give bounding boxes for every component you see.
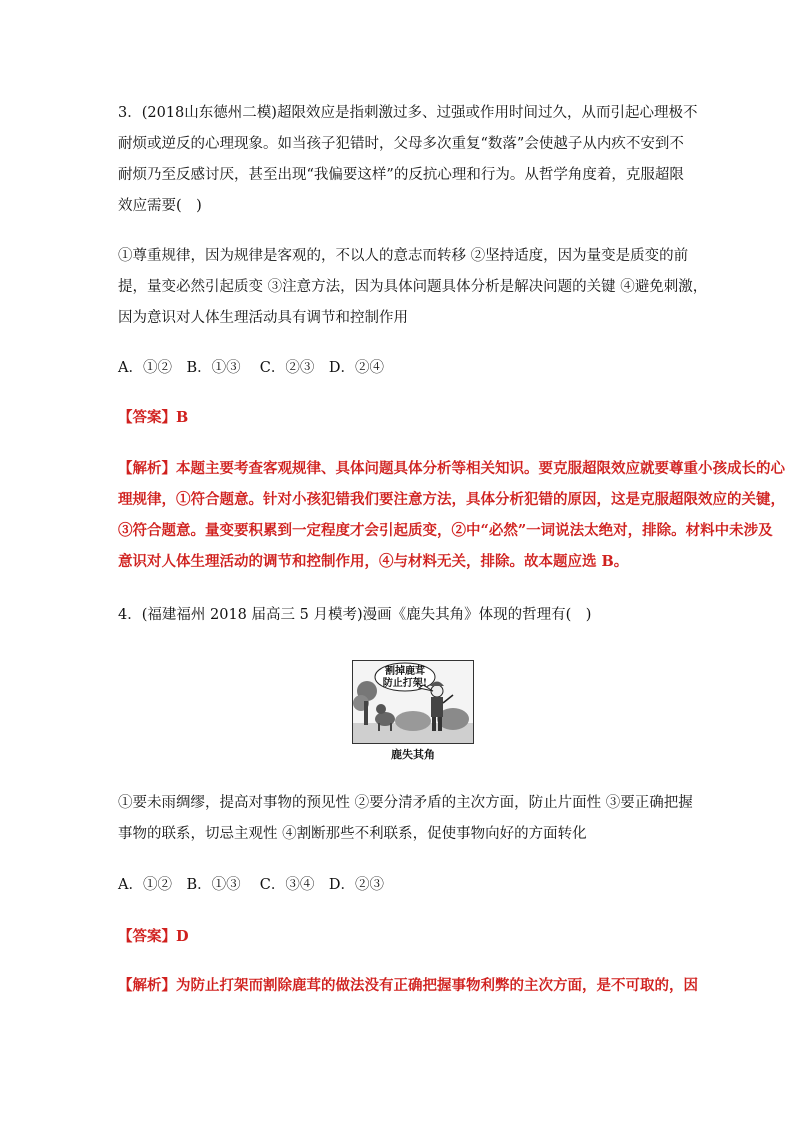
q3-stem-line: 耐烦乃至反感讨厌，甚至出现“我偏要这样”的反抗心理和行为。从哲学角度着，克服超限 xyxy=(118,167,684,183)
answer-label: 【答案】 xyxy=(118,409,176,426)
bubble-text-line2: 防止打架! xyxy=(382,678,428,689)
q4-choices-line: A．①② B．①③ C．③④ D．②③ xyxy=(118,877,384,893)
q4-analysis xyxy=(118,970,718,1001)
q3-stem-line: 效应需要( ) xyxy=(118,198,202,214)
q4-option-line: 事物的联系，切忌主观性 ④割断那些不利联系，促使事物向好的方面转化 xyxy=(118,826,587,842)
q3-answer xyxy=(118,402,678,434)
q3-options xyxy=(118,241,708,334)
analysis-line: 【解析】本题主要考查客观规律、具体问题具体分析等相关知识。要克服超限效应就要尊重小孩成长的心 xyxy=(118,460,785,477)
analysis-line: 意识对人体生理活动的调节和控制作用，④与材料无关，排除。故本题应选 B。 xyxy=(118,553,629,570)
q4-answer xyxy=(118,921,678,953)
analysis-line: 【解析】为防止打架而割除鹿茸的做法没有正确把握事物利弊的主次方面，是不可取的，因 xyxy=(118,977,698,994)
answer-value: D xyxy=(176,928,189,945)
cartoon-image xyxy=(352,660,474,744)
q3-stem xyxy=(118,98,698,222)
cartoon-caption: 鹿失其角 xyxy=(391,748,435,761)
q4-options xyxy=(118,788,693,850)
answer-value: B xyxy=(176,409,189,426)
answer-label: 【答案】 xyxy=(118,928,176,945)
analysis-line: ③符合题意。量变要积累到一定程度才会引起质变，②中“必然”一词说法太绝对，排除。材料中未涉及 xyxy=(118,522,773,539)
q4-stem-line: 4．(福建福州 2018 届高三 5 月模考)漫画《鹿失其角》体现的哲理有( ) xyxy=(118,607,592,623)
q4-stem xyxy=(118,600,678,631)
q3-option-line: 因为意识对人体生理活动具有调节和控制作用 xyxy=(118,310,408,326)
q3-stem-line: 3．(2018山东德州二模)超限效应是指刺激过多、过强或作用时间过久，从而引起心理极不 xyxy=(118,105,698,121)
cartoon-figure xyxy=(352,660,474,766)
q4-choices xyxy=(118,870,678,901)
q3-option-line: 提，量变必然引起质变 ③注意方法，因为具体问题具体分析是解决问题的关键 ④避免刺激， xyxy=(118,279,708,295)
q3-option-line: ①尊重规律，因为规律是客观的，不以人的意志而转移 ②坚持适度，因为量变是质变的前 xyxy=(118,248,689,264)
analysis-line: 理规律，①符合题意。针对小孩犯错我们要注意方法，具体分析犯错的原因，这是克服超限效应的关键， xyxy=(118,491,785,508)
q4-option-line: ①要未雨绸缪，提高对事物的预见性 ②要分清矛盾的主次方面，防止片面性 ③要正确把握 xyxy=(118,795,693,811)
q3-analysis xyxy=(118,453,785,577)
q3-choices-line: A．①② B．①③ C．②③ D．②④ xyxy=(118,360,384,376)
bubble-text-line1: 割掉鹿茸 xyxy=(385,666,425,677)
q3-choices xyxy=(118,353,678,384)
q3-stem-line: 耐烦或逆反的心理现象。如当孩子犯错时，父母多次重复“数落”会使越子从内疚不安到不 xyxy=(118,136,684,152)
cartoon-drawing xyxy=(353,661,473,743)
